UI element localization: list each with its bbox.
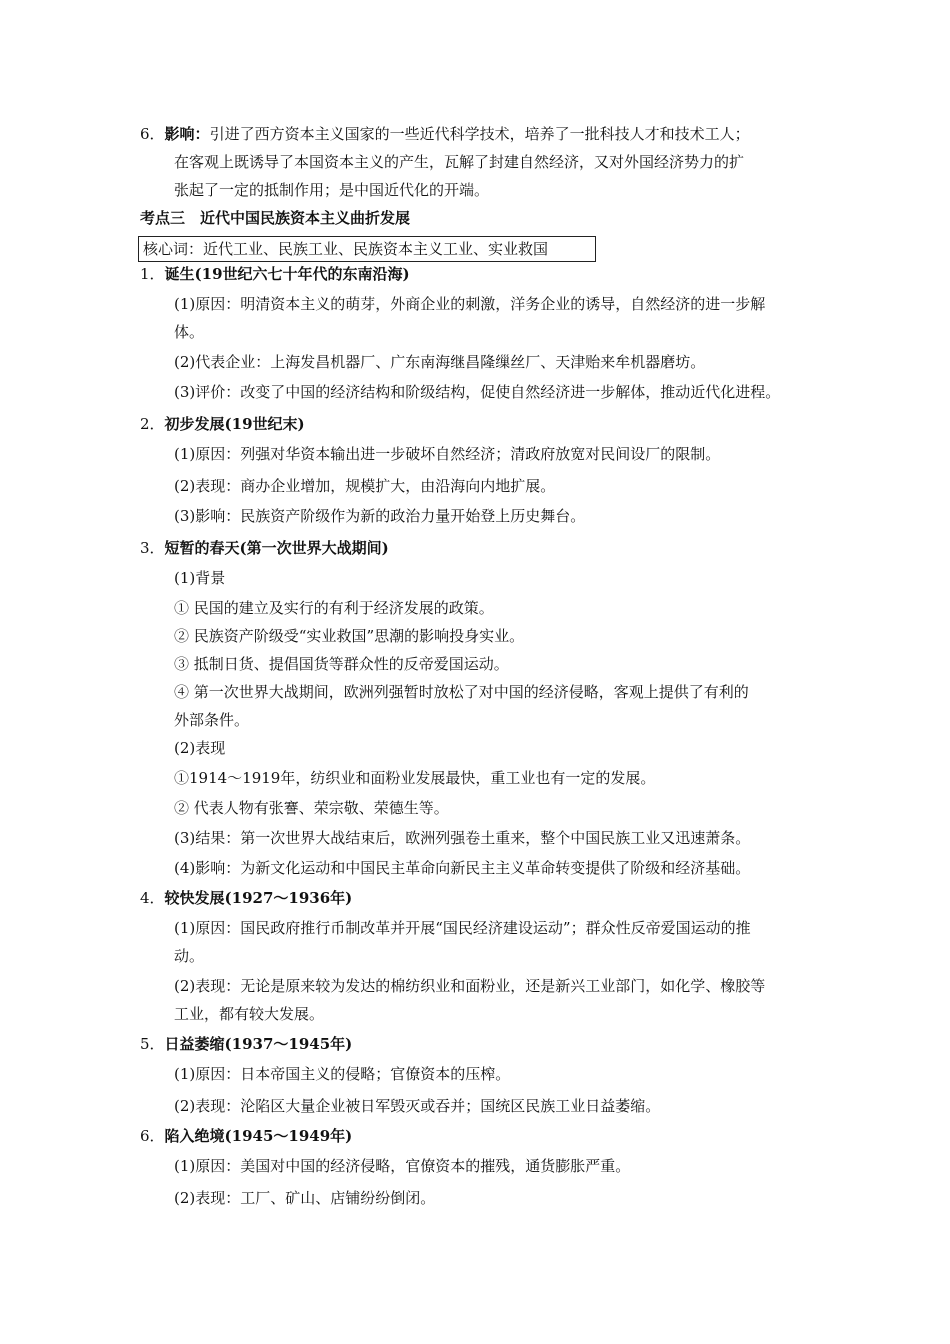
paragraph: (2)表现: [174, 739, 226, 757]
section-title: 考点三 近代中国民族资本主义曲折发展: [140, 209, 411, 227]
list-item: 外部条件。: [174, 711, 250, 729]
heading-6: [140, 1126, 352, 1146]
list-item: ② 代表人物有张謇、荣宗敬、荣德生等。: [174, 799, 449, 817]
paragraph: (1)原因：日本帝国主义的侵略；官僚资本的压榨。: [174, 1065, 511, 1083]
heading-text: 诞生(19世纪六七十年代的东南沿海): [164, 265, 410, 283]
heading-4: [140, 888, 352, 908]
paragraph: (1)背景: [174, 569, 226, 587]
list-item: ①1914～1919年，纺织业和面粉业发展最快，重工业也有一定的发展。: [174, 769, 656, 787]
heading-number: 6．: [140, 1127, 165, 1145]
heading-text: 陷入绝境(1945～1949年): [164, 1127, 353, 1145]
item-text: 引进了西方资本主义国家的一些近代科学技术，培养了一批科技人才和技术工人；: [209, 125, 750, 143]
paragraph: 体。: [174, 323, 205, 341]
heading-text: 日益萎缩(1937～1945年): [164, 1035, 353, 1053]
paragraph: (2)表现：商办企业增加，规模扩大，由沿海向内地扩展。: [174, 477, 556, 495]
impact-line-3: 张起了一定的抵制作用；是中国近代化的开端。: [174, 181, 490, 199]
paragraph: (3)影响：民族资产阶级作为新的政治力量开始登上历史舞台。: [174, 507, 586, 525]
paragraph: 工业，都有较大发展。: [174, 1005, 325, 1023]
heading-text: 短暂的春天(第一次世界大战期间): [164, 539, 389, 557]
keywords-text: 核心词：近代工业、民族工业、民族资本主义工业、实业救国: [143, 240, 549, 258]
paragraph: (1)原因：国民政府推行币制改革并开展“国民经济建设运动”；群众性反帝爱国运动的推: [174, 919, 751, 937]
paragraph: (3)结果：第一次世界大战结束后，欧洲列强卷土重来，整个中国民族工业又迅速萧条。: [174, 829, 751, 847]
impact-line-2: 在客观上既诱导了本国资本主义的产生，瓦解了封建自然经济，又对外国经济势力的扩: [174, 153, 745, 171]
paragraph: 动。: [174, 947, 205, 965]
heading-number: 5．: [140, 1035, 165, 1053]
paragraph: (2)表现：沦陷区大量企业被日军毁灭或吞并；国统区民族工业日益萎缩。: [174, 1097, 661, 1115]
heading-number: 4．: [140, 889, 165, 907]
paragraph: (2)表现：无论是原来较为发达的棉纺织业和面粉业，还是新兴工业部门，如化学、橡胶等: [174, 977, 766, 995]
list-item: ② 民族资产阶级受“实业救国”思潮的影响投身实业。: [174, 627, 525, 645]
paragraph: (1)原因：美国对中国的经济侵略，官僚资本的摧残，通货膨胀严重。: [174, 1157, 631, 1175]
item-label: 影响：: [164, 125, 210, 143]
heading-text: 初步发展(19世纪末): [164, 415, 305, 433]
list-item: ④ 第一次世界大战期间，欧洲列强暂时放松了对中国的经济侵略，客观上提供了有利的: [174, 683, 749, 701]
paragraph: (2)表现：工厂、矿山、店铺纷纷倒闭。: [174, 1189, 436, 1207]
heading-text: 较快发展(1927～1936年): [164, 889, 353, 907]
heading-number: 3．: [140, 539, 165, 557]
heading-1: [140, 264, 410, 284]
paragraph: (2)代表企业：上海发昌机器厂、广东南海继昌隆缫丝厂、天津贻来牟机器磨坊。: [174, 353, 706, 371]
list-item: ① 民国的建立及实行的有利于经济发展的政策。: [174, 599, 494, 617]
paragraph: (1)原因：明清资本主义的萌芽，外商企业的刺激，洋务企业的诱导，自然经济的进一步解: [174, 295, 766, 313]
list-item: ③ 抵制日货、提倡国货等群众性的反帝爱国运动。: [174, 655, 509, 673]
paragraph: (4)影响：为新文化运动和中国民主革命向新民主主义革命转变提供了阶级和经济基础。: [174, 859, 751, 877]
paragraph: (1)原因：列强对华资本输出进一步破坏自然经济；清政府放宽对民间设厂的限制。: [174, 445, 721, 463]
keywords-box: [138, 236, 596, 262]
heading-3: [140, 538, 389, 558]
heading-number: 1．: [140, 265, 165, 283]
heading-2: [140, 414, 305, 434]
heading-5: [140, 1034, 352, 1054]
paragraph: (3)评价：改变了中国的经济结构和阶级结构，促使自然经济进一步解体，推动近代化进程。: [174, 383, 781, 401]
item-number: 6．: [140, 125, 165, 143]
impact-item: [140, 124, 750, 144]
heading-number: 2．: [140, 415, 165, 433]
